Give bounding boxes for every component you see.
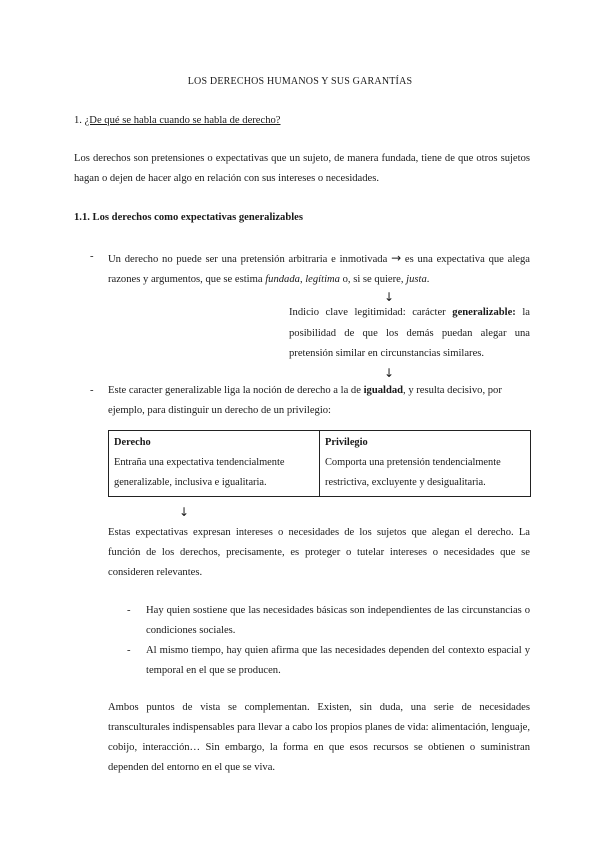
bullet-1-mid: es una expectativa que alega razones y argumentos, que se estima: [108, 254, 530, 286]
bullet-1-sep: ,: [299, 274, 306, 286]
comparison-table: [108, 430, 531, 497]
paragraph-complementan: Ambos puntos de vista se complementan. Existen, sin duda, una serie de necesidades transculturales indispensables para llevar a cabo los propios planes de vida: alimentación, lenguaje, cobijo, interacción… Sin embargo, la forma en que esos recursos se obtienen o suministran dependen del entorno en el que se viva.: [108, 702, 530, 774]
bullet-2-post: , y resulta decisivo, por ejemplo, para distinguir un derecho de un privilegio:: [108, 385, 502, 417]
emphasis-legitima: legítima: [305, 274, 340, 286]
down-arrow-icon: ↓: [384, 290, 395, 304]
bullet-1-end: .: [426, 274, 430, 286]
paragraph-expectativas: Estas expectativas expresan intereses o necesidades de los sujetos que alegan el derecho. La función de los derechos, precisamente, es proteger o tutelar intereses o necesidades que se consideren relevantes.: [108, 527, 530, 579]
section-1-1-heading: 1.1. Los derechos como expectativas generalizables: [74, 212, 304, 223]
section-1-title: ¿De qué se habla cuando se habla de derecho?: [84, 115, 281, 126]
section-1-number: 1.: [74, 115, 82, 126]
bullet-1-text: [108, 247, 530, 290]
indicio-pre: Indicio clave legitimidad: carácter: [289, 307, 453, 318]
privilegio-header: Privilegio: [325, 437, 368, 448]
bullet-marker-2: -: [90, 385, 94, 396]
emphasis-igualdad: igualdad: [363, 385, 404, 396]
emphasis-fundada: fundada: [265, 274, 300, 286]
sub-bullet-2: Al mismo tiempo, hay quien afirma que las necesidades dependen del contexto espacial y temporal en el que se producen.: [146, 645, 530, 677]
derecho-cell: [109, 431, 320, 497]
section-1-heading: [74, 111, 281, 131]
table-row: [109, 431, 531, 497]
indicio-post: la posibilidad de que los demás puedan alegar una pretensión similar en circunstancias similares.: [289, 307, 531, 360]
indicio-strong: generalizable:: [452, 307, 516, 318]
intro-paragraph: Los derechos son pretensiones o expectativas que un sujeto, de manera fundada, tiene de que otros sujetos hagan o dejen de hacer algo en relación con sus intereses o necesidades.: [74, 153, 530, 185]
bullet-2-text: [108, 381, 530, 421]
bullet-1-post: o, si se quiere,: [339, 274, 407, 286]
down-arrow-icon: ↓: [384, 366, 395, 380]
privilegio-cell: [320, 431, 531, 497]
bullet-1-pre: Un derecho no puede ser una pretensión arbitraria e inmotivada: [108, 254, 388, 265]
derecho-header: Derecho: [114, 437, 151, 448]
indicio-note: [289, 303, 530, 365]
sub-bullet-marker-2: -: [127, 645, 131, 656]
right-arrow-icon: →: [391, 251, 402, 265]
document-title: LOS DERECHOS HUMANOS Y SUS GARANTÍAS: [187, 76, 413, 87]
derecho-description: Entraña una expectativa tendencialmente generalizable, inclusiva e igualitaria.: [114, 456, 285, 488]
down-arrow-icon: ↓: [179, 505, 190, 519]
sub-bullet-1: Hay quien sostiene que las necesidades básicas son independientes de las circunstancias o condiciones sociales.: [146, 605, 530, 637]
bullet-marker-1: -: [90, 251, 94, 262]
privilegio-description: Comporta una pretensión tendencialmente restrictiva, excluyente y desigualitaria.: [325, 456, 501, 488]
sub-bullet-marker-1: -: [127, 605, 131, 616]
emphasis-justa: justa: [406, 274, 427, 286]
bullet-2-pre: Este caracter generalizable liga la noción de derecho a la de: [108, 385, 364, 396]
